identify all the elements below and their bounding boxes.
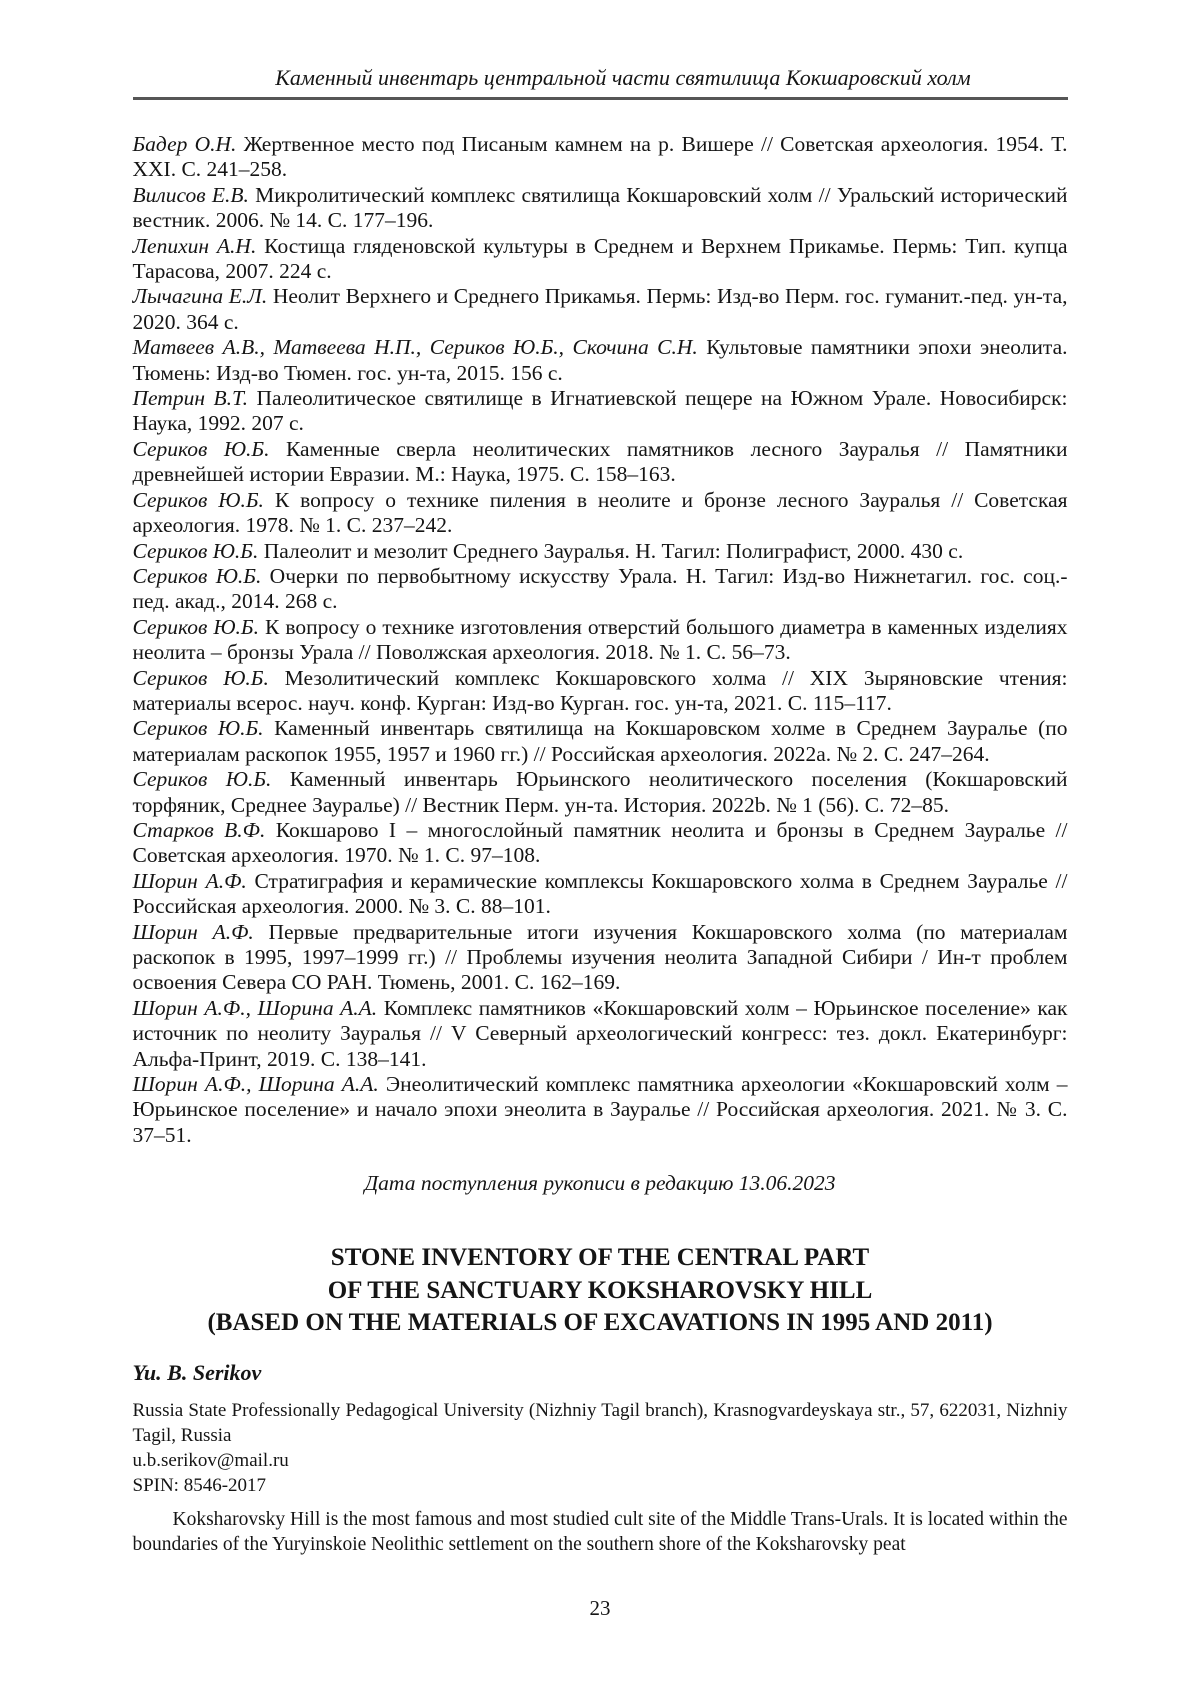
reference-entry (133, 335, 1068, 386)
reference-authors: Сериков Ю.Б. (132, 436, 270, 461)
references-list (133, 132, 1068, 1148)
reference-text: Каменные сверла неолитических памятников лесного Зауралья // Памятники древнейшей истории Евразии. М.: Наука, 1975. С. 158–163. (132, 436, 1068, 487)
reference-entry (133, 920, 1068, 996)
article-title-line-1: STONE INVENTORY OF THE CENTRAL PART (330, 1244, 870, 1272)
reference-authors: Шорин А.Ф., Шорина А.А. (132, 995, 378, 1020)
author-name: Yu. B. Serikov (132, 1359, 262, 1385)
reference-text: Жертвенное место под Писаным камнем на р. Вишере // Советская археология. 1954. Т. XXI. С. 241–258. (132, 132, 1068, 182)
reference-authors: Сериков Ю.Б. (132, 614, 259, 639)
abstract-opening-paragraph: Koksharovsky Hill is the most famous and most studied cult site of the Middle Trans-Urals. It is located within the boundaries of the Yuryinskoie Neolithic settlement on the southern shore of the Koksharovsky peat (132, 1508, 1068, 1556)
reference-entry (133, 716, 1068, 767)
reference-text: Стратиграфия и керамические комплексы Кокшаровского холма в Среднем Зауралье // Российская археология. 2000. № 3. С. 88–101. (132, 868, 1068, 919)
reference-entry (133, 132, 1068, 183)
reference-authors: Лепихин А.Н. (132, 233, 257, 258)
reference-entry (133, 386, 1068, 437)
reference-entry (133, 284, 1068, 335)
reference-text: Палеолит и мезолит Среднего Зауралья. Н. Тагил: Полиграфист, 2000. 430 с. (258, 538, 964, 563)
reference-entry (133, 564, 1068, 615)
article-title-line-2: OF THE SANCTUARY KOKSHAROVSKY HILL (327, 1276, 873, 1304)
page-content (133, 0, 1068, 1558)
reference-entry (133, 183, 1068, 234)
reference-authors: Сериков Ю.Б. (132, 538, 259, 563)
reference-entry (133, 539, 1068, 564)
reference-text: Кокшарово I – многослойный памятник неолита и бронзы в Среднем Зауралье // Советская археология. 1970. № 1. С. 97–108. (132, 817, 1068, 868)
running-head-title: Каменный инвентарь центральной части святилища Кокшаровский холм (275, 65, 971, 90)
reference-authors: Сериков Ю.Б. (132, 487, 264, 512)
reference-authors: Сериков Ю.Б. (132, 767, 272, 792)
page-number: 23 (589, 1596, 611, 1620)
author-spin: SPIN: 8546-2017 (132, 1474, 267, 1496)
page-header (133, 0, 1068, 100)
reference-authors: Старков В.Ф. (132, 817, 266, 842)
reference-text: Комплекс памятников «Кокшаровский холм – Юрьинское поселение» как источник по неолиту Зауралья // V Северный археологический конгресс: тез. докл. Екатеринбург: Альфа-Принт, 2019. С. 138–141. (132, 995, 1068, 1071)
reference-text: Каменный инвентарь Юрьинского неолитического поселения (Кокшаровский торфяник, Среднее Зауралье) // Вестник Перм. ун-та. История. 2022b. № 1 (56). С. 72–85. (132, 767, 1068, 817)
reference-authors: Шорин А.Ф., Шорина А.А. (132, 1072, 379, 1097)
reference-text: К вопросу о технике пиления в неолите и бронзе лесного Зауралья // Советская археология. 1978. № 1. С. 237–242. (132, 487, 1068, 538)
reference-text: Костища гляденовской культуры в Среднем и Верхнем Прикамье. Пермь: Тип. купца Тарасова, 2007. 224 с. (132, 233, 1068, 284)
reference-authors: Сериков Ю.Б. (132, 665, 269, 690)
reference-text: Культовые памятники эпохи энеолита. Тюмень: Изд-во Тюмен. гос. ун-та, 2015. 156 с. (132, 335, 1068, 385)
reference-authors: Петрин В.Т. (132, 386, 248, 411)
reference-authors: Бадер О.Н. (132, 132, 237, 156)
reference-text: Мезолитический комплекс Кокшаровского холма // XIX Зыряновские чтения: материалы всерос. науч. конф. Курган: Изд-во Курган. гос. ун-та, 2021. С. 115–117. (132, 665, 1068, 715)
author-affiliation: Russia State Professionally Pedagogical University (Nizhniy Tagil branch), Krasnogvardeyskaya str., 57, 622031, Nizhniy Tagil, Russia (132, 1399, 1068, 1446)
reference-entry (133, 437, 1068, 488)
reference-entry (133, 869, 1068, 920)
reference-text: Каменный инвентарь святилища на Кокшаровском холме в Среднем Зауралье (по материалам раскопок 1955, 1957 и 1960 гг.) // Российская археология. 2022a. № 2. С. 247–264. (132, 716, 1068, 766)
reference-text: Неолит Верхнего и Среднего Прикамья. Пермь: Изд-во Перм. гос. гуманит.-пед. ун-та, 2020. 364 с. (132, 284, 1068, 334)
reference-authors: Сериков Ю.Б. (132, 563, 262, 588)
reference-text: Палеолитическое святилище в Игнатиевской пещере на Южном Урале. Новосибирск: Наука, 1992. 207 с. (132, 386, 1068, 436)
reference-text: Очерки по первобытному искусству Урала. Н. Тагил: Изд-во Нижнетагил. гос. соц.-пед. акад., 2014. 268 с. (132, 563, 1068, 614)
reference-authors: Лычагина Е.Л. (132, 284, 268, 309)
reference-authors: Шорин А.Ф. (132, 868, 247, 893)
reference-text: К вопросу о технике изготовления отверстий большого диаметра в каменных изделиях неолита – бронзы Урала // Поволжская археология. 2018. № 1. С. 56–73. (132, 614, 1068, 665)
reference-entry (133, 234, 1068, 285)
submission-date-note: Дата поступления рукописи в редакцию 13.06.2023 (364, 1171, 836, 1196)
reference-entry (133, 666, 1068, 717)
author-email: u.b.serikov@mail.ru (132, 1449, 289, 1471)
reference-authors: Вилисов Е.В. (132, 182, 249, 207)
article-title-en (133, 1242, 1068, 1340)
reference-entry (133, 488, 1068, 539)
reference-entry (133, 767, 1068, 818)
reference-entry (133, 818, 1068, 869)
reference-text: Микролитический комплекс святилища Кокшаровский холм // Уральский исторический вестник. 2006. № 14. С. 177–196. (132, 182, 1068, 233)
reference-text: Первые предварительные итоги изучения Кокшаровского холма (по материалам раскопок в 1995, 1997–1999 гг.) // Проблемы изучения неолита Западной Сибири / Ин-т проблем освоения Севера СО РАН. Тюмень, 2001. С. 162–169. (132, 919, 1068, 995)
reference-authors: Матвеев А.В., Матвеева Н.П., Сериков Ю.Б., Скочина С.Н. (132, 335, 698, 360)
article-title-line-3: (BASED ON THE MATERIALS OF EXCAVATIONS IN 1995 AND 2011) (207, 1309, 993, 1337)
reference-authors: Сериков Ю.Б. (132, 716, 264, 741)
reference-entry (133, 996, 1068, 1072)
header-rule (133, 97, 1068, 100)
reference-entry (133, 615, 1068, 666)
reference-authors: Шорин А.Ф. (132, 919, 254, 944)
reference-entry (133, 1072, 1068, 1148)
reference-text: Энеолитический комплекс памятника археологии «Кокшаровский холм – Юрьинское поселение» и начало эпохи энеолита в Зауралье // Российская археология. 2021. № 3. С. 37–51. (132, 1072, 1068, 1147)
